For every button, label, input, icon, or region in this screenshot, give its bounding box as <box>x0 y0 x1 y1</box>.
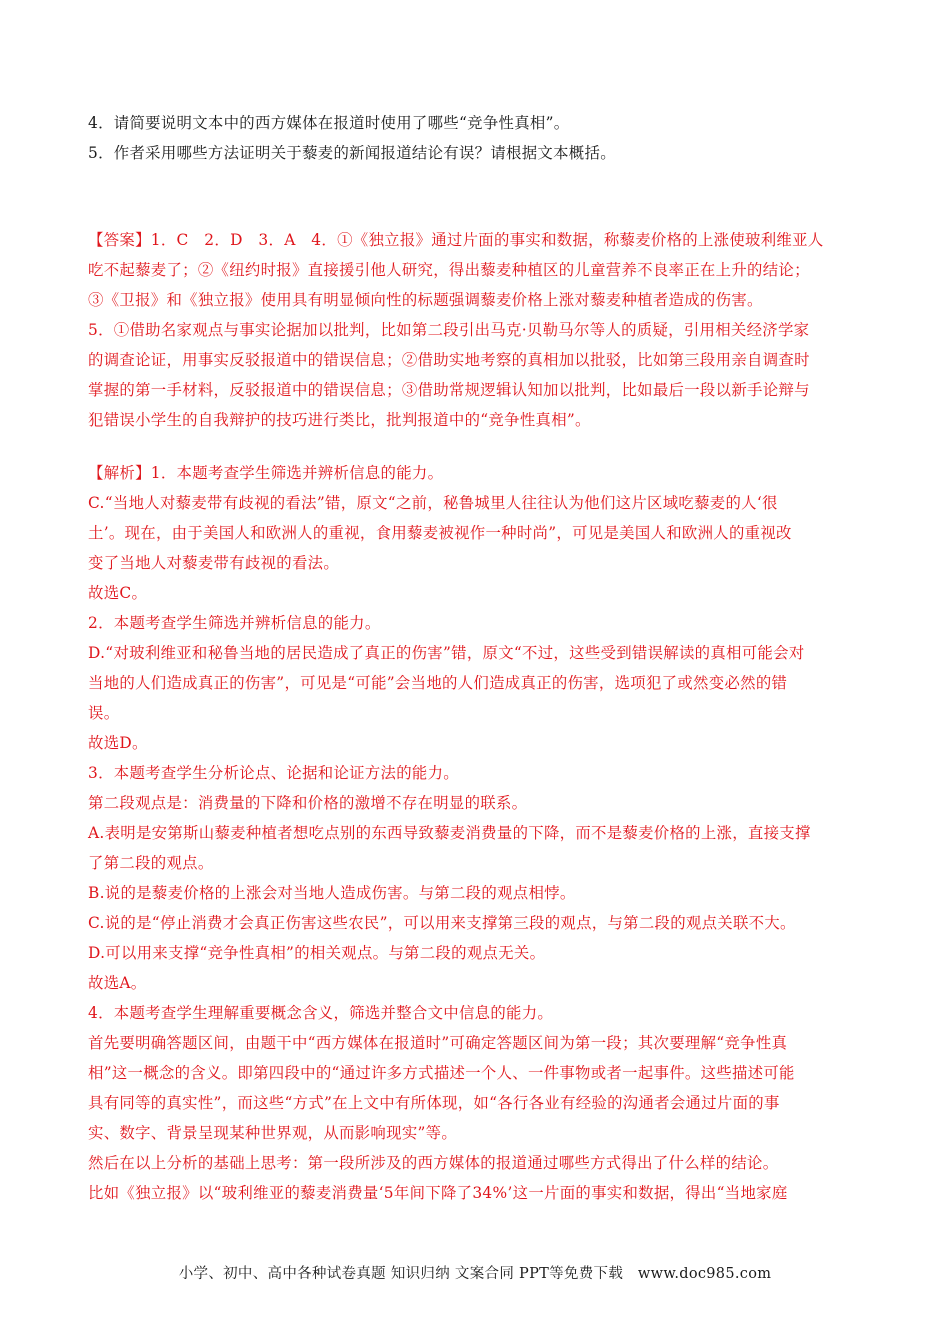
analysis-line: D.可以用来支撑“竞争性真相”的相关观点。与第二段的观点无关。 <box>88 944 546 962</box>
answer-section <box>88 225 860 435</box>
answer-line: 犯错误小学生的自我辩护的技巧进行类比，批判报道中的“竞争性真相”。 <box>88 411 591 429</box>
analysis-section <box>88 458 860 1208</box>
answer-line: 掌握的第一手材料，反驳报道中的错误信息；③借助常规逻辑认知加以批判，比如最后一段以新手论辩与 <box>88 381 810 399</box>
page-footer: 小学、初中、高中各种试卷真题 知识归纳 文案合同 PPT等免费下载 www.doc985.com <box>178 1266 772 1282</box>
analysis-line: 4．本题考查学生理解重要概念含义，筛选并整合文中信息的能力。 <box>88 1004 554 1022</box>
analysis-line: B.说的是藜麦价格的上涨会对当地人造成伤害。与第二段的观点相悖。 <box>88 884 576 902</box>
analysis-line: 故选D。 <box>88 734 148 752</box>
answer-line: 的调查论证，用事实反驳报道中的错误信息；②借助实地考察的真相加以批驳，比如第三段用亲自调查时 <box>88 351 810 369</box>
analysis-line: 实、数字、背景呈现某种世界观，从而影响现实”等。 <box>88 1124 458 1142</box>
analysis-line: 【解析】1．本题考查学生筛选并辨析信息的能力。 <box>88 464 444 482</box>
analysis-line: 相”这一概念的含义。即第四段中的“通过许多方式描述一个人、一件事物或者一起事件。这些描述可能 <box>88 1064 795 1082</box>
answer-line: 吃不起藜麦了；②《纽约时报》直接援引他人研究，得出藜麦种植区的儿童营养不良率正在上升的结论； <box>88 261 810 279</box>
answer-line: 【答案】1．C 2．D 3．A 4．①《独立报》通过片面的事实和数据，称藜麦价格的上涨使玻利维亚人 <box>88 231 824 249</box>
answer-line: 5．①借助名家观点与事实论据加以批判，比如第二段引出马克·贝勒马尔等人的质疑，引用相关经济学家 <box>88 321 810 339</box>
analysis-line: 2．本题考查学生筛选并辨析信息的能力。 <box>88 614 381 632</box>
analysis-line: 土’。现在，由于美国人和欧洲人的重视，食用藜麦被视作一种时尚”，可见是美国人和欧洲人的重视改 <box>88 524 792 542</box>
analysis-line: 故选C。 <box>88 584 148 602</box>
question-5: 5．作者采用哪些方法证明关于藜麦的新闻报道结论有误？请根据文本概括。 <box>88 144 616 162</box>
analysis-line: A.表明是安第斯山藜麦种植者想吃点别的东西导致藜麦消费量的下降，而不是藜麦价格的上涨，直接支撑 <box>88 824 811 842</box>
analysis-line: 变了当地人对藜麦带有歧视的看法。 <box>88 554 340 572</box>
analysis-line: 当地的人们造成真正的伤害”，可见是“可能”会当地的人们造成真正的伤害，选项犯了或然变必然的错 <box>88 674 788 692</box>
analysis-line: 具有同等的真实性”，而这些“方式”在上文中有所体现，如“各行各业有经验的沟通者会通过片面的事 <box>88 1094 780 1112</box>
analysis-line: 然后在以上分析的基础上思考：第一段所涉及的西方媒体的报道通过哪些方式得出了什么样的结论。 <box>88 1154 779 1172</box>
document-body <box>88 108 860 1208</box>
analysis-line: 误。 <box>88 704 120 722</box>
analysis-line: D.“对玻利维亚和秘鲁当地的居民造成了真正的伤害”错，原文“不过，这些受到错误解读的真相可能会对 <box>88 644 805 662</box>
analysis-line: 3．本题考查学生分析论点、论据和论证方法的能力。 <box>88 764 459 782</box>
analysis-line: 比如《独立报》以“玻利维亚的藜麦消费量‘5年间下降了34%’这一片面的事实和数据，得出“当地家庭 <box>88 1184 788 1202</box>
analysis-line: 了第二段的观点。 <box>88 854 214 872</box>
analysis-line: 第二段观点是：消费量的下降和价格的激增不存在明显的联系。 <box>88 794 528 812</box>
analysis-line: C.说的是“停止消费才会真正伤害这些农民”，可以用来支撑第三段的观点，与第二段的观点关联不大。 <box>88 914 796 932</box>
question-4: 4．请简要说明文本中的西方媒体在报道时使用了哪些“竞争性真相”。 <box>88 114 570 132</box>
analysis-line: 首先要明确答题区间，由题干中“西方媒体在报道时”可确定答题区间为第一段；其次要理解“竞争性真 <box>88 1034 788 1052</box>
analysis-line: C.“当地人对藜麦带有歧视的看法”错，原文“之前，秘鲁城里人往往认为他们这片区域吃藜麦的人‘很 <box>88 494 778 512</box>
answer-line: ③《卫报》和《独立报》使用具有明显倾向性的标题强调藜麦价格上涨对藜麦种植者造成的伤害。 <box>88 291 763 309</box>
analysis-line: 故选A。 <box>88 974 147 992</box>
